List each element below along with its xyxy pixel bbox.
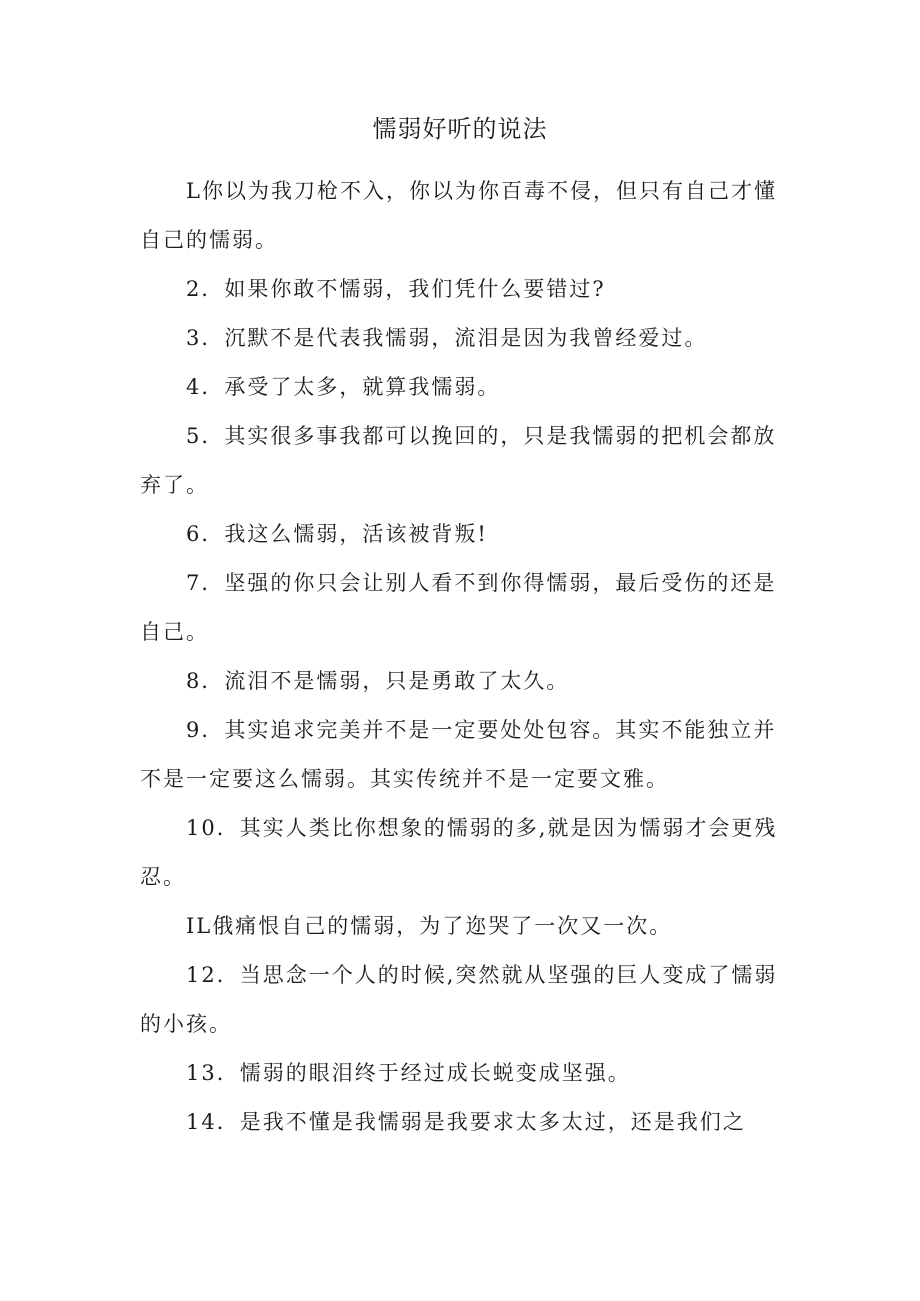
paragraph-8: 8．流泪不是懦弱，只是勇敢了太久。 (186, 669, 570, 693)
paragraph-2: 2．如果你敢不懦弱，我们凭什么要错过? (186, 277, 606, 301)
paragraph-4: 4．承受了太多，就算我懦弱。 (186, 375, 501, 399)
paragraph-14: 14．是我不懂是我懦弱是我要求太多太过，还是我们之 (186, 1110, 746, 1134)
paragraph-6: 6．我这么懦弱，活该被背叛! (186, 522, 488, 546)
document-body (140, 167, 785, 1147)
paragraph-7: 7．坚强的你只会让别人看不到你得懦弱，最后受伤的还是自己。 (140, 571, 777, 644)
paragraph-1: L你以为我刀枪不入，你以为你百毒不侵，但只有自己才懂自己的懦弱。 (140, 179, 777, 252)
paragraph-3: 3．沉默不是代表我懦弱，流泪是因为我曾经爱过。 (186, 326, 708, 350)
paragraph-9: 9．其实追求完美并不是一定要处处包容。其实不能独立并不是一定要这么懦弱。其实传统并不是一定要文雅。 (140, 718, 777, 791)
paragraph-12: 12．当思念一个人的时候,突然就从坚强的巨人变成了懦弱的小孩。 (140, 963, 778, 1036)
paragraph-10: 10．其实人类比你想象的懦弱的多,就是因为懦弱才会更残忍。 (140, 816, 778, 889)
paragraph-5: 5．其实很多事我都可以挽回的，只是我懦弱的把机会都放弃了。 (140, 424, 777, 497)
paragraph-11: IL俄痛恨自己的懦弱，为了迩哭了一次又一次。 (186, 914, 673, 938)
paragraph-13: 13．懦弱的眼泪终于经过成长蜕变成坚强。 (186, 1061, 631, 1085)
document-title: 懦弱好听的说法 (372, 115, 548, 143)
